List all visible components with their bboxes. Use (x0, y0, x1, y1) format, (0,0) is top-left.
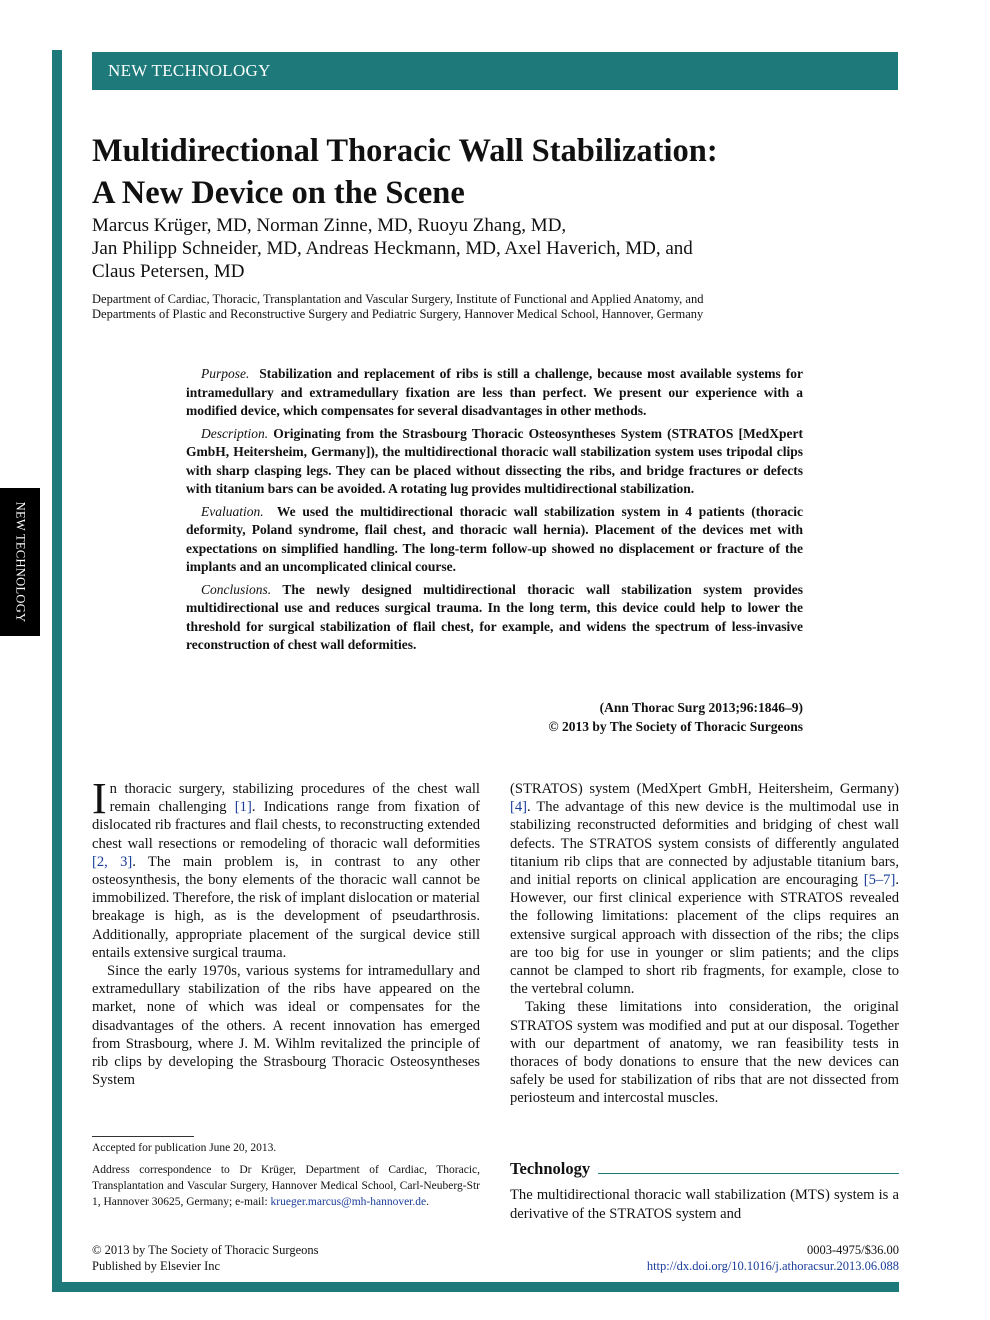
citation-copyright: © 2013 by The Society of Thoracic Surgeons (548, 719, 803, 734)
drop-cap: I (92, 774, 107, 823)
address-end: . (426, 1196, 429, 1208)
affiliation-line-2: Departments of Plastic and Reconstructive Surgery and Pediatric Surgery, Hannover Medical School, Hannover, Germany (92, 307, 704, 321)
doi-link[interactable]: http://dx.doi.org/10.1016/j.athoracsur.2013.06.088 (646, 1259, 899, 1273)
technology-heading-label: Technology (510, 1158, 598, 1180)
affiliation (92, 292, 892, 322)
section-banner-label: NEW TECHNOLOGY (108, 61, 271, 80)
body-paragraph (510, 780, 899, 998)
description-text: Originating from the Strasbourg Thoracic Osteosyntheses System (STRATOS [MedXpert GmbH, Heitersheim, Germany]), the multidirectional thoracic wall stabilization system uses tripodal clips with sharp clasping legs. They can be placed without dissecting the ribs, and bridge fractures or defects with titanium bars can be avoided. A rotating lug provides multidirectional stabilization. (186, 425, 803, 496)
side-tab-label: NEW TECHNOLOGY (13, 501, 28, 623)
footnote-address (92, 1162, 480, 1210)
authors-line-2: Jan Philipp Schneider, MD, Andreas Heckmann, MD, Axel Haverich, MD, and (92, 238, 693, 259)
abstract-conclusions (186, 581, 803, 655)
footnote-accepted: Accepted for publication June 20, 2013. (92, 1142, 277, 1154)
body-text: . The main problem is, in contrast to any other osteosynthesis, the bony elements of the thoracic wall cannot be immobilized. Therefore, the risk of implant dislocation or material breakage is high, as is the development of pseudarthrosis. Additionally, appropriate placement of the surgical device still entails extensive surgical trauma. (92, 853, 480, 961)
abstract-evaluation (186, 503, 803, 577)
side-tab (0, 488, 40, 636)
page-frame-bottom (52, 1282, 899, 1292)
reference-link-4[interactable]: [4] (510, 799, 528, 816)
purpose-text: Stabilization and replacement of ribs is still a challenge, because most available systems for intramedullary and extramedullary fixation are less than perfect. We present our experience with a modified device, which compensates for several disadvantages in other methods. (186, 366, 803, 418)
evaluation-label: Evaluation. (201, 503, 264, 519)
body-text: . The advantage of this new device is the multimodal use in stabilizing reconstructed deformities and bridging of chest wall defects. The STRATOS system consists of differently angulated titanium rib clips that are connected by adjustable titanium bars, and initial reports on clinical application are encouraging (510, 799, 899, 889)
footer-issn: 0003-4975/$36.00 (806, 1243, 899, 1257)
technology-text: The multidirectional thoracic wall stabilization (MTS) system is a derivative of the STRATOS system and (510, 1187, 899, 1222)
body-paragraph: Taking these limitations into consideration, the original STRATOS system was modified and put at our disposal. Together with our department of anatomy, we ran feasibility tests in thoraces of body donations to ensure that the new devices can safely be used for stabilization of ribs that are not dissected from periosteum and intercostal muscles. (510, 999, 899, 1107)
footer-copyright: © 2013 by The Society of Thoracic Surgeons (92, 1243, 319, 1257)
title-line-1: Multidirectional Thoracic Wall Stabilization: (92, 133, 718, 169)
technology-section-heading (510, 1158, 899, 1180)
author-list (92, 214, 892, 283)
body-text: (STRATOS) system (MedXpert GmbH, Heitersheim, Germany) (510, 781, 899, 797)
conclusions-label: Conclusions. (201, 581, 272, 597)
section-banner (92, 52, 898, 90)
body-column-left (92, 774, 480, 1089)
purpose-label: Purpose. (201, 366, 250, 381)
citation-block (186, 698, 803, 736)
reference-link-2-3[interactable]: [2, 3] (92, 853, 133, 870)
body-column-right (510, 780, 899, 1108)
conclusions-text: The newly designed multidirectional thoracic wall stabilization system provides multidirectional use and reduces surgical trauma. In the long term, this device could help to lower the threshold for surgical stabilization of flail chest, for example, and widens the spectrum of less-invasive reconstruction of chest wall deformities. (186, 581, 803, 652)
reference-link-1[interactable]: [1] (234, 799, 252, 816)
abstract-description (186, 425, 803, 499)
authors-line-3: Claus Petersen, MD (92, 261, 245, 282)
footer-publisher: Published by Elsevier Inc (92, 1259, 221, 1273)
reference-link-5-7[interactable]: [5–7] (863, 872, 896, 889)
authors-line-1: Marcus Krüger, MD, Norman Zinne, MD, Ruoyu Zhang, MD, (92, 215, 567, 236)
affiliation-line-1: Department of Cardiac, Thoracic, Transplantation and Vascular Surgery, Institute of Functional and Applied Anatomy, and (92, 292, 704, 306)
evaluation-text: We used the multidirectional thoracic wall stabilization system in 4 patients (thoracic deformity, Poland syndrome, flail chest, and thoracic wall hernia). Placement of the devices met with expectations on simplified handling. The long-term follow-up showed no displacement or fracture of the implants and an uncomplicated clinical course. (186, 503, 803, 574)
body-text: . However, our first clinical experience with STRATOS revealed the following limitations: placement of the clips requires an extensive surgical approach with dissection of the ribs; the clips are too big for use in younger or slim patients; and the clips cannot be clamped to short rib fragments, for example, close to the vertebral column. (510, 872, 899, 998)
address-text: Address correspondence to Dr Krüger, Department of Cardiac, Thoracic, Transplantation and Vascular Surgery, Hannover Medical School, Carl-Neuberg-Str 1, Hannover 30625, Germany; e-mail: (92, 1164, 480, 1208)
footnote-divider (92, 1136, 194, 1137)
body-paragraph: Since the early 1970s, various systems for intramedullary and extramedullary stabilization of the ribs have appeared on the market, none of which was ideal or compensates for the disadvantages of the others. A recent innovation has emerged from Strasbourg, where J. M. Wihlm revitalized the principle of rib clips by developing the Strasbourg Thoracic Osteosyntheses System (92, 963, 480, 1089)
footer-right (647, 1242, 899, 1274)
body-text: . Indications range from fixation of dislocated rib fractures and flail chests, to reconstructing extended chest wall resections or remodeling of thoracic wall deformities (92, 799, 480, 852)
footer-left (92, 1242, 318, 1274)
article-title (92, 130, 892, 214)
body-paragraph (92, 774, 480, 962)
description-label: Description. (201, 425, 269, 441)
abstract-purpose (186, 365, 803, 421)
title-line-2: A New Device on the Scene (92, 175, 465, 211)
body-text: n thoracic surgery, stabilizing procedures of the chest wall remain challenging (109, 781, 480, 816)
email-link[interactable]: krueger.marcus@mh-hannover.de (270, 1196, 427, 1208)
abstract (186, 365, 803, 659)
page-frame-left (52, 50, 62, 1292)
journal-citation: (Ann Thorac Surg 2013;96:1846–9) (599, 700, 803, 715)
